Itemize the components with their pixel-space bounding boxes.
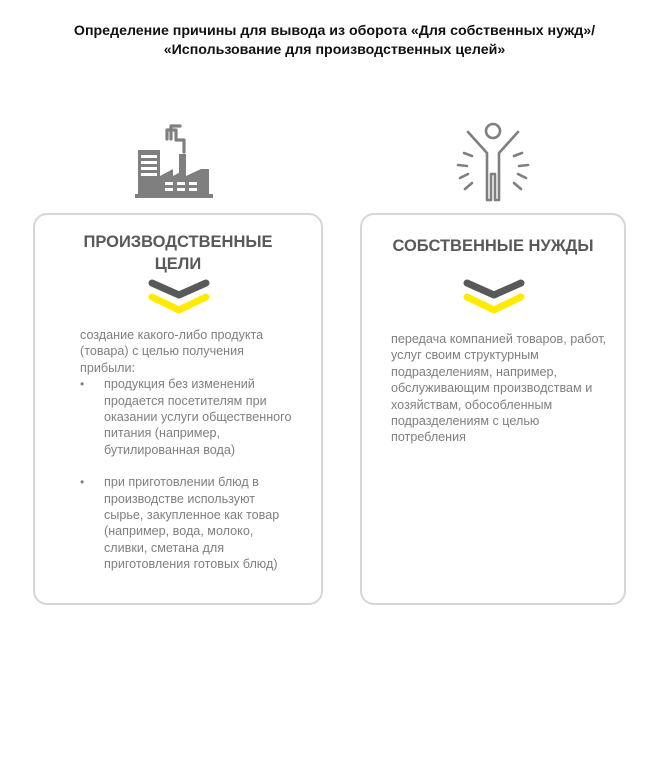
card-body: передача компанией товаров, работ, услуг своим структурным подразделениям, например, обслуживающим производствам и хозяйствам, обособленным подразделениям с целью потребления [391,332,607,445]
card-heading-line-2: ЦЕЛИ [154,255,202,273]
card-heading: СОБСТВЕННЫЕ НУЖДЫ [392,237,594,255]
card-heading-line-1: ПРОИЗВОДСТВЕННЫЕ [83,233,273,251]
bullet-marker: • [80,475,85,490]
list-item [80,474,295,572]
list-item-text: продукция без изменений продается посетителям при оказании услуги общественного питания (например, бутилированная вода) [104,377,292,457]
list-item [80,376,295,458]
card-production-purposes [33,213,323,605]
card-intro: создание какого-либо продукта (товара) с целью получения прибыли: [80,328,264,375]
factory-icon [133,120,217,200]
card-own-needs [360,213,626,605]
page-title [0,22,669,60]
bullet-marker: • [80,377,85,392]
page-title-line-1: Определение причины для вывода из оборота «Для собственных нужд»/ [73,23,596,39]
list-item-text: при приготовлении блюд в производстве используют сырье, закупленное как товар (например, вода, молоко, сливки, сметана для приготовления готовых блюд) [104,475,280,572]
person-arms-raised-icon [451,122,535,206]
page-title-line-2: «Использование для производственных целей» [163,42,506,58]
card-heading [35,231,321,275]
bullet-list [80,376,295,572]
chevron-down-icon [148,279,210,319]
chevron-down-icon [463,279,525,319]
card-body [80,327,295,573]
